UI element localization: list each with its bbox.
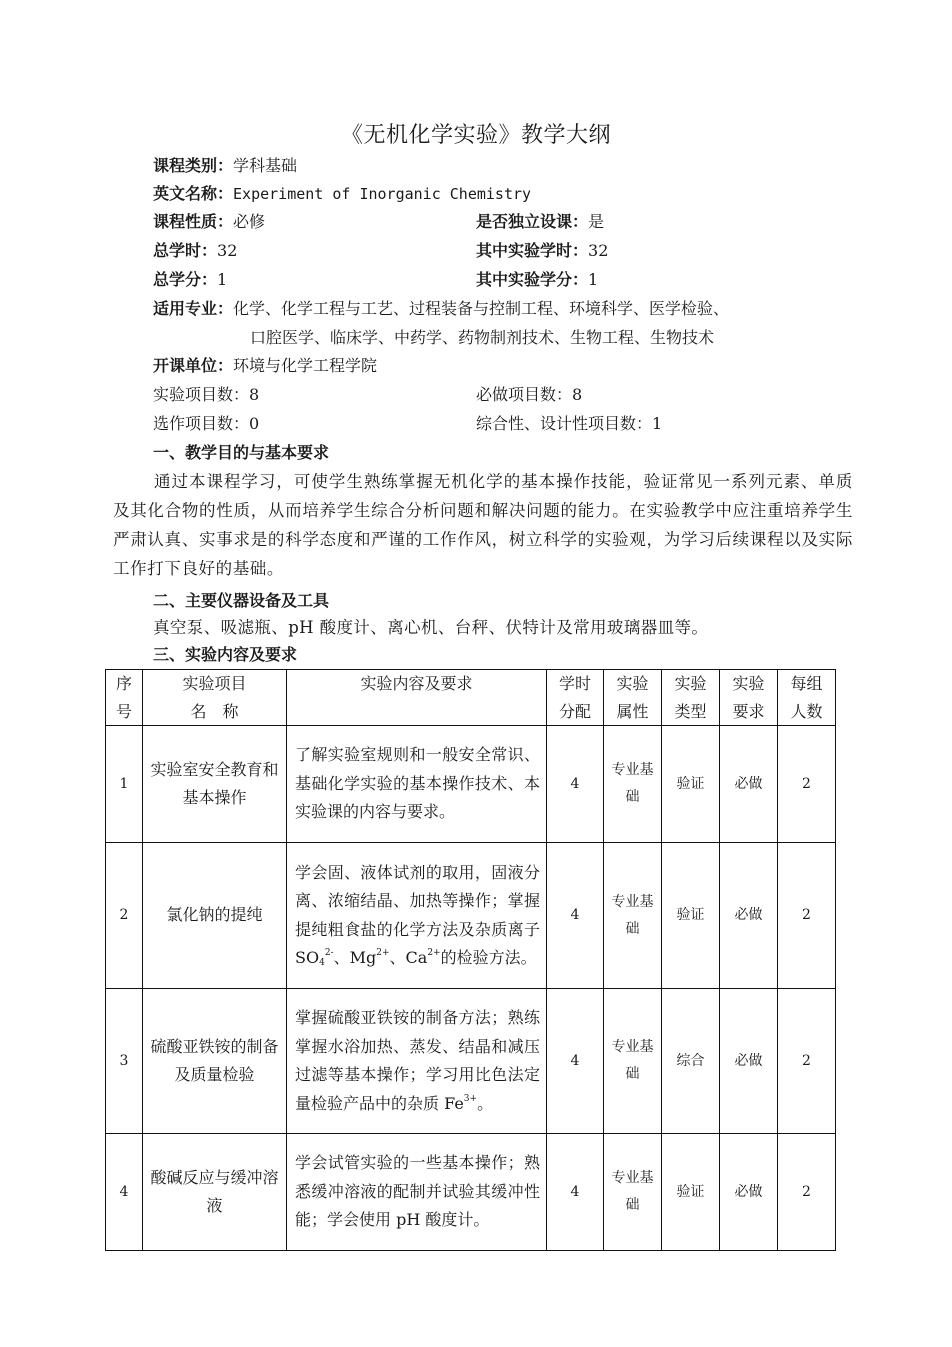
- design-count: 综合性、设计性项目数：1: [476, 414, 663, 433]
- row-req: 必做: [720, 1134, 778, 1251]
- row-req: 必做: [720, 843, 778, 989]
- row-hours: 4: [547, 989, 604, 1134]
- section2-body: 真空泵、吸滤瓶、pH 酸度计、离心机、台秤、伏特计及常用玻璃器皿等。: [153, 618, 709, 637]
- row-people: 2: [778, 1134, 836, 1251]
- experiment-credits: [476, 269, 598, 291]
- offering-unit: [153, 355, 377, 377]
- experiment-hours-label: 其中实验学时：: [476, 241, 589, 260]
- document-title: 《无机化学实验》教学大纲: [340, 123, 611, 148]
- row-attr: 专业基础: [604, 989, 662, 1134]
- row-type: 验证: [662, 1134, 720, 1251]
- row-hours: 4: [547, 726, 604, 843]
- header-attr: 实验 属性: [604, 670, 662, 726]
- row-attr: 专业基础: [604, 1134, 662, 1251]
- header-type: 实验 类型: [662, 670, 720, 726]
- row-req: 必做: [720, 989, 778, 1134]
- course-nature: [153, 211, 265, 233]
- row-people: 2: [778, 726, 836, 843]
- course-category-label: 课程类别：: [153, 156, 234, 175]
- row-hours: 4: [547, 1134, 604, 1251]
- independent-course-label: 是否独立设课：: [476, 212, 589, 231]
- offering-unit-value: 环境与化学工程学院: [233, 356, 378, 375]
- english-name-value: Experiment of Inorganic Chemistry: [233, 185, 532, 203]
- applicable-majors-label: 适用专业：: [153, 299, 234, 318]
- row-no: 4: [106, 1134, 143, 1251]
- english-name-label: 英文名称：: [153, 184, 234, 203]
- table-header-row: [106, 670, 836, 726]
- header-hours: 学时 分配: [547, 670, 604, 726]
- english-name: [153, 183, 531, 205]
- row-type: 综合: [662, 989, 720, 1134]
- row-name: 实验室安全教育和基本操作: [143, 726, 287, 843]
- total-credits: [153, 269, 227, 291]
- applicable-majors-line2: 口腔医学、临床学、中药学、药物制剂技术、生物工程、生物技术: [250, 328, 715, 347]
- total-credits-label: 总学分：: [153, 270, 218, 289]
- applicable-majors-line1: 化学、化学工程与工艺、过程装备与控制工程、环境科学、医学检验、: [233, 299, 730, 318]
- section1-heading: 一、教学目的与基本要求: [153, 443, 330, 462]
- row-name: 酸碱反应与缓冲溶液: [143, 1134, 287, 1251]
- row-content: 了解实验室规则和一般安全常识、基础化学实验的基本操作技术、本实验课的内容与要求。: [287, 726, 547, 843]
- header-people: 每组 人数: [778, 670, 836, 726]
- row-people: 2: [778, 989, 836, 1134]
- section3-heading: 三、实验内容及要求: [153, 645, 298, 664]
- total-hours-value: 32: [217, 241, 238, 260]
- total-credits-value: 1: [217, 270, 228, 289]
- row-content: 掌握硫酸亚铁铵的制备方法；熟练掌握水浴加热、蒸发、结晶和减压过滤等基本操作；学习用比色法定量检验产品中的杂质 $Fe^{3+}$。: [287, 989, 547, 1134]
- experiment-credits-label: 其中实验学分：: [476, 270, 589, 289]
- header-no: 序 号: [106, 670, 143, 726]
- offering-unit-label: 开课单位：: [153, 356, 234, 375]
- row-attr: 专业基础: [604, 843, 662, 989]
- independent-course-value: 是: [588, 212, 605, 231]
- section2-heading: 二、主要仪器设备及工具: [153, 591, 330, 610]
- table-row: [106, 989, 836, 1134]
- experiment-table: [105, 669, 836, 1251]
- experiment-hours-value: 32: [588, 241, 609, 260]
- total-hours: [153, 240, 237, 262]
- optional-count: 选作项目数：0: [153, 414, 260, 433]
- row-hours: 4: [547, 843, 604, 989]
- section1-body: 通过本课程学习，可使学生熟练掌握无机化学的基本操作技能，验证常见一系列元素、单质及其化合物的性质，从而培养学生综合分析问题和解决问题的能力。在实验教学中应注重培养学生严肃认真、实事求是的科学态度和严谨的工作作风，树立科学的实验观，为学习后续课程以及实际工作打下良好的基础。: [113, 472, 853, 578]
- header-name: 实验项目 名 称: [143, 670, 287, 726]
- course-category: [153, 155, 297, 177]
- required-count: 必做项目数：8: [476, 385, 583, 404]
- row-people: 2: [778, 843, 836, 989]
- table-row: [106, 1134, 836, 1251]
- course-category-value: 学科基础: [233, 156, 298, 175]
- course-nature-label: 课程性质：: [153, 212, 234, 231]
- experiment-credits-value: 1: [588, 270, 599, 289]
- row-attr: 专业基础: [604, 726, 662, 843]
- row-no: 1: [106, 726, 143, 843]
- project-count: 实验项目数：8: [153, 385, 260, 404]
- course-nature-value: 必修: [233, 212, 266, 231]
- row-content: 学会试管实验的一些基本操作；熟悉缓冲溶液的配制并试验其缓冲性能；学会使用 pH 酸度计。: [287, 1134, 547, 1251]
- row-no: 2: [106, 843, 143, 989]
- applicable-majors: [153, 298, 729, 320]
- row-name: 氯化钠的提纯: [143, 843, 287, 989]
- header-content: 实验内容及要求: [287, 670, 547, 726]
- total-hours-label: 总学时：: [153, 241, 218, 260]
- row-req: 必做: [720, 726, 778, 843]
- row-type: 验证: [662, 726, 720, 843]
- row-type: 验证: [662, 843, 720, 989]
- table-row: [106, 726, 836, 843]
- table-row: [106, 843, 836, 989]
- row-no: 3: [106, 989, 143, 1134]
- experiment-hours: [476, 240, 608, 262]
- row-content: 学会固、液体试剂的取用，固液分离、浓缩结晶、加热等操作；掌握提纯粗食盐的化学方法及杂质离子 $SO_4^{2-}$、$Mg^{2+}$、$Ca^{2+}$的检验方法。: [287, 843, 547, 989]
- row-name: 硫酸亚铁铵的制备及质量检验: [143, 989, 287, 1134]
- header-req: 实验 要求: [720, 670, 778, 726]
- independent-course: [476, 211, 604, 233]
